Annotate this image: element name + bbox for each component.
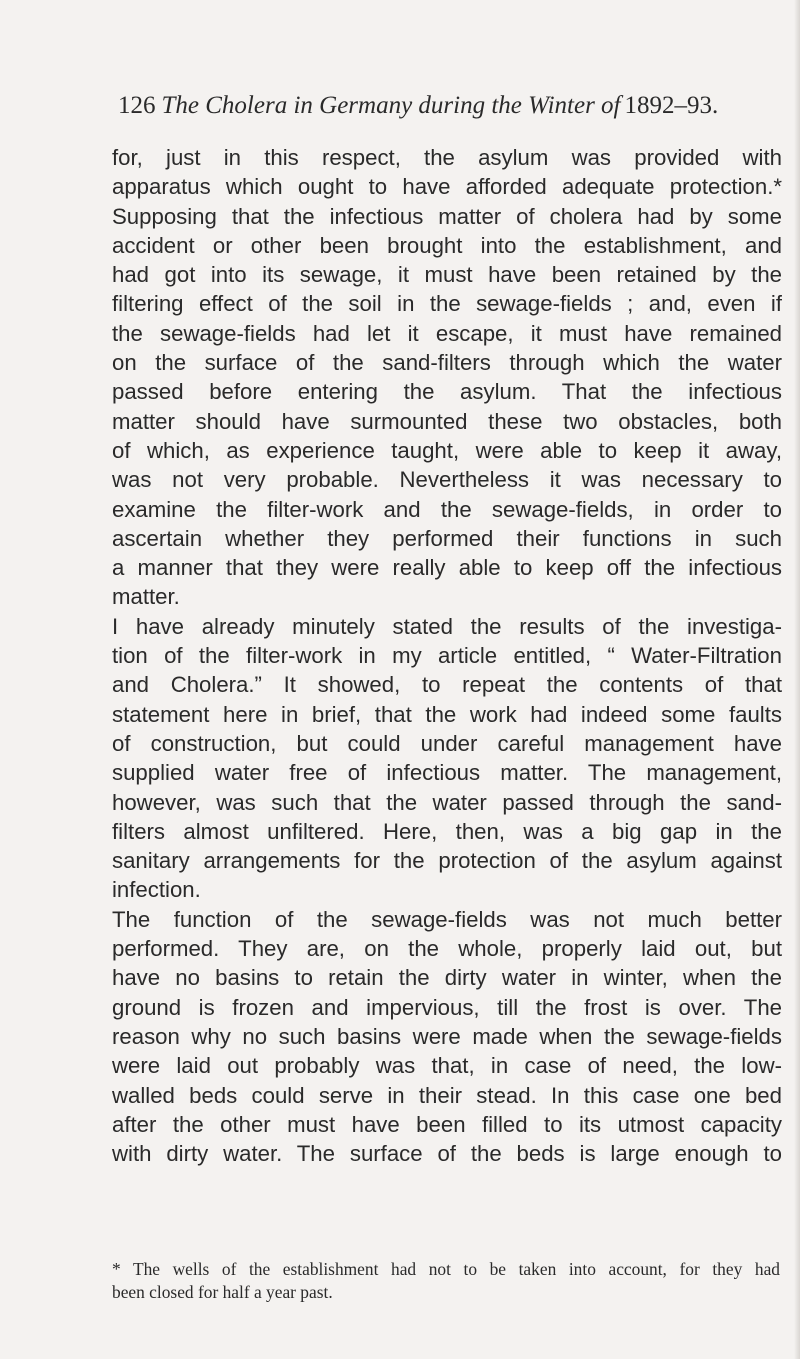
text-line: filtering effect of the soil in the sewage-fields ; and, even if [112,291,782,317]
text-line: of construction, but could under careful management have [112,730,782,756]
text-line: Supposing that the infectious matter of cholera had by some [112,203,782,229]
text-line: however, was such that the water passed through the sand- [112,789,782,815]
text-line: of which, as experience taught, were able to keep it away, [112,437,782,463]
text-line: for, just in this respect, the asylum was provided with [112,145,782,170]
text-line: and Cholera.” It showed, to repeat the contents of that [112,672,782,698]
running-title: The Cholera in Germany during the Winter of [161,92,621,119]
text-line: were laid out probably was that, in case of need, the low- [112,1053,782,1079]
page-edge-shadow [794,0,800,1359]
text-line: with dirty water. The surface of the beds is large enough to [112,1141,782,1167]
text-line: apparatus which ought to have afforded adequate protection.* [112,174,782,200]
footnote-line: * The wells of the establishment had not to be taken into account, for they had [112,1259,780,1279]
running-title-years: 1892–93. [624,92,719,119]
text-line: I have already minutely stated the results of the investiga- [112,613,782,639]
text-line: infection. [112,877,201,903]
text-line: tion of the filter-work in my article entitled, “ Water-Filtration [112,643,782,669]
text-line: after the other must have been filled to its utmost capacity [112,1111,782,1137]
text-line: matter should have surmounted these two obstacles, both [112,408,782,434]
running-header [118,90,778,122]
text-line: supplied water free of infectious matter. The management, [112,760,782,786]
text-line: matter. [112,584,180,610]
text-line: had got into its sewage, it must have been retained by the [112,262,782,288]
text-line: performed. They are, on the whole, properly laid out, but [112,936,782,962]
text-line: was not very probable. Nevertheless it was necessary to [112,467,782,493]
text-line: sanitary arrangements for the protection of the asylum against [112,848,782,874]
page-number: 126 [118,92,156,119]
text-line: have no basins to retain the dirty water in winter, when the [112,965,782,991]
text-line: examine the filter-work and the sewage-fields, in order to [112,496,782,522]
text-line: The function of the sewage-fields was not much better [112,906,782,932]
text-line: walled beds could serve in their stead. In this case one bed [112,1082,782,1108]
footnote [112,1258,780,1304]
text-line: ground is frozen and impervious, till the frost is over. The [112,994,782,1020]
text-line: reason why no such basins were made when the sewage-fields [112,1023,782,1049]
text-line: statement here in brief, that the work had indeed some faults [112,701,782,727]
text-line: the sewage-fields had let it escape, it must have remained [112,320,782,346]
text-line: filters almost unfiltered. Here, then, was a big gap in the [112,818,782,844]
text-line: a manner that they were really able to keep off the infectious [112,555,782,581]
footnote-line: been closed for half a year past. [112,1282,333,1302]
text-line: passed before entering the asylum. That the infectious [112,379,782,405]
text-line: on the surface of the sand-filters through which the water [112,350,782,376]
text-line: accident or other been brought into the establishment, and [112,232,782,258]
text-line: ascertain whether they performed their functions in such [112,525,782,551]
body-text [112,143,782,1168]
